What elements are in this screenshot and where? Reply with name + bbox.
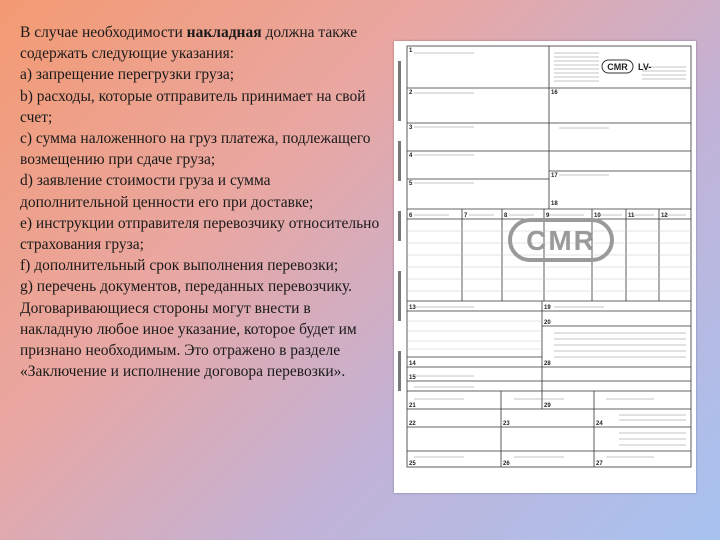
field-number: 8 [504, 213, 508, 219]
cmr-form-image [394, 41, 696, 493]
list-item-c: c) сумма наложенного на груз платежа, подлежащего возмещению при сдаче груза; [20, 130, 371, 169]
field-number: 18 [551, 201, 558, 207]
field-number: 4 [409, 153, 413, 159]
list-item-g: g) перечень документов, переданных перевозчику. [20, 278, 353, 296]
field-number: 3 [409, 125, 413, 131]
main-text [20, 22, 380, 382]
field-number: 20 [544, 320, 551, 326]
field-number: 10 [594, 213, 601, 219]
cmr-watermark [510, 220, 612, 260]
list-item-e: e) инструкции отправителя перевозчику относительно страхования груза; [20, 214, 380, 254]
field-number: 25 [409, 461, 416, 467]
list-item-b: b) расходы, которые отправитель принимает на свой счет; [20, 87, 366, 126]
intro-text-end: должна также содержать следующие указания: [20, 24, 358, 63]
field-number: 1 [409, 48, 413, 54]
field-number: 23 [503, 421, 510, 427]
closing-paragraph: Договаривающиеся стороны могут внести в накладную любое иное указание, которое будет им признано необходимым. Это отражено в разделе «Заключение и исполнение договора перевозки». [20, 299, 357, 381]
field-number: 14 [409, 361, 416, 367]
field-number: 19 [544, 305, 551, 311]
list-item-f: f) дополнительный срок выполнения перевозки; [20, 257, 339, 275]
field-number: 11 [628, 213, 635, 219]
cmr-header-logo [602, 60, 633, 73]
intro-paragraph [20, 22, 380, 64]
field-number: 9 [546, 213, 550, 219]
svg-text:CMR: CMR [526, 225, 596, 256]
field-numbers [409, 48, 668, 467]
field-number: 16 [551, 90, 558, 96]
field-number: 29 [544, 403, 551, 409]
field-number: 13 [409, 305, 416, 311]
field-number: 28 [544, 361, 551, 367]
list-item-a: a) запрещение перегрузки груза; [20, 66, 235, 84]
field-number: 15 [409, 375, 416, 381]
cmr-header-code: LV- [638, 62, 652, 72]
intro-bold-term: накладная [186, 24, 262, 41]
field-number: 27 [596, 461, 603, 467]
field-number: 17 [551, 173, 558, 179]
field-number: 12 [661, 213, 668, 219]
field-number: 26 [503, 461, 510, 467]
field-number: 22 [409, 421, 416, 427]
intro-text-start: В случае необходимости [20, 24, 187, 41]
list-item-d: d) заявление стоимости груза и сумма дополнительной ценности его при доставке; [20, 172, 314, 211]
left-margin-print [398, 61, 401, 391]
field-number: 6 [409, 213, 413, 219]
field-number: 24 [596, 421, 603, 427]
svg-text:CMR: CMR [607, 62, 628, 72]
field-number: 7 [464, 213, 468, 219]
field-number: 21 [409, 403, 416, 409]
field-number: 2 [409, 90, 413, 96]
cmr-form-drawing [394, 41, 696, 493]
field-number: 5 [409, 181, 413, 187]
